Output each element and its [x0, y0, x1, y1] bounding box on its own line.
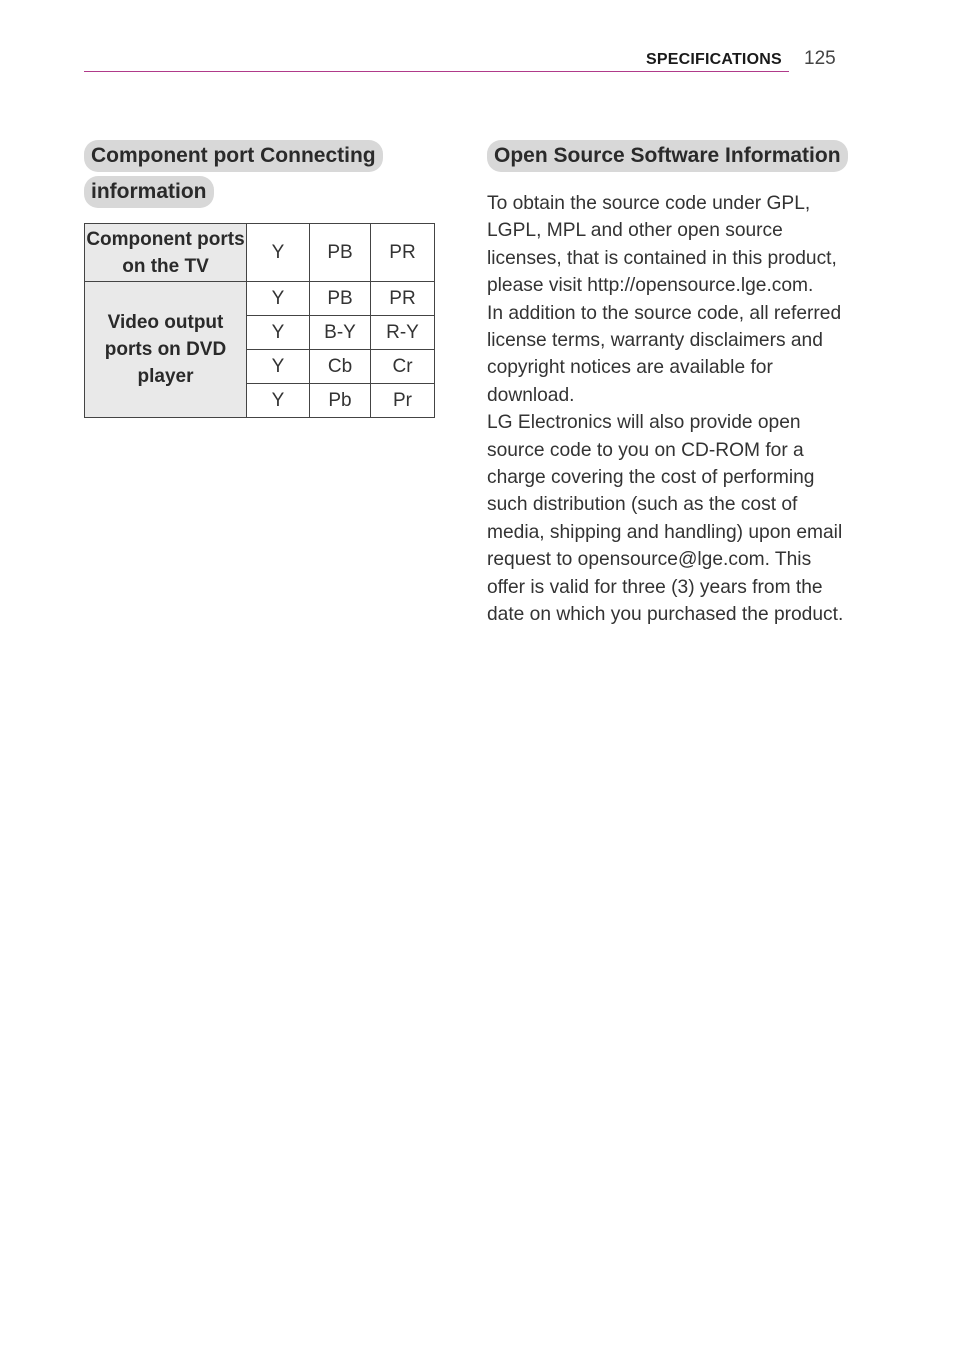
header-divider: [84, 71, 789, 72]
table-header-row: [85, 224, 435, 282]
table-cell: PR: [371, 224, 435, 282]
open-source-section-title: Open Source Software Information: [487, 140, 848, 172]
table-cell: Y: [247, 282, 310, 316]
table-cell: PR: [371, 282, 435, 316]
page-number: 125: [804, 48, 836, 69]
table-cell: PB: [310, 282, 371, 316]
table-cell: Pr: [371, 384, 435, 418]
table-row: [85, 282, 435, 316]
table-cell: Cr: [371, 350, 435, 384]
open-source-body-text: To obtain the source code under GPL, LGPL, MPL and other open source licenses, that is contained in this product, please visit http://opensource.lge.com. In addition to the source code, all referred license terms, warranty disclaimers and copyright notices are available for download. LG Electronics will also provide open source code to you on CD-ROM for a charge covering the cost of performing such distribution (such as the cost of media, shipping and handling) upon email request to opensource@lge.com. This offer is valid for three (3) years from the date on which you purchased the product.: [487, 193, 844, 626]
table-cell: R-Y: [371, 316, 435, 350]
table-cell: Y: [247, 224, 310, 282]
dvd-ports-label: Video output ports on DVD player: [85, 282, 247, 418]
running-header-section: SPECIFICATIONS: [646, 51, 782, 68]
table-cell: Pb: [310, 384, 371, 418]
table-cell: B-Y: [310, 316, 371, 350]
component-section-title-line1: Component port Connecting: [84, 140, 383, 172]
table-cell: Y: [247, 350, 310, 384]
table-cell: PB: [310, 224, 371, 282]
table-cell: Cb: [310, 350, 371, 384]
table-cell: Y: [247, 316, 310, 350]
table-cell: Y: [247, 384, 310, 418]
component-section-title-line2: information: [84, 176, 214, 208]
tv-ports-label: Component ports on the TV: [85, 224, 247, 282]
component-ports-table: [84, 223, 435, 418]
